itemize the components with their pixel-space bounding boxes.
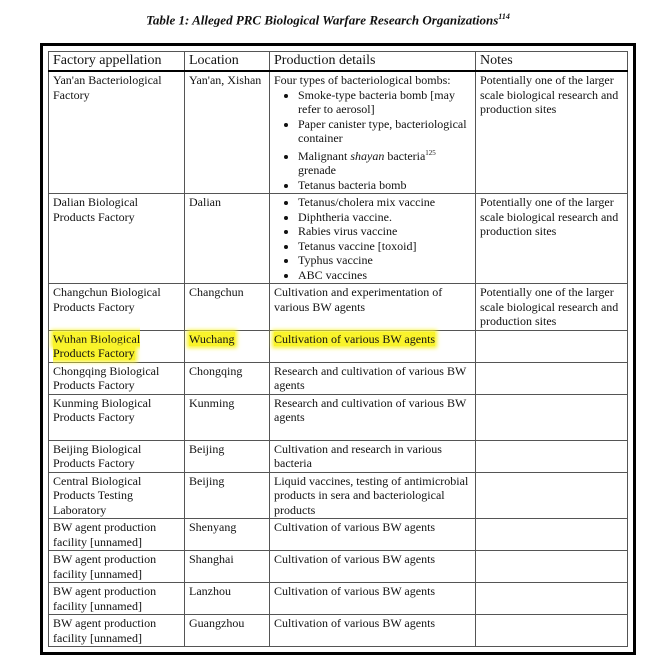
cell-notes: [476, 394, 628, 440]
cell-notes: [476, 440, 628, 472]
header-location: Location: [185, 52, 270, 72]
highlighted-text: Cultivation of various BW agents: [274, 331, 436, 346]
details-list-item: • ABC vaccines: [298, 268, 472, 283]
cell-factory: Changchun Biological Products Factory: [49, 284, 185, 331]
cell-location: Changchun: [185, 284, 270, 331]
bw-organizations-table: [48, 51, 628, 647]
details-list-item: [298, 146, 472, 178]
table-row: [49, 440, 628, 472]
details-intro: Four types of bacteriological bombs:: [274, 73, 451, 87]
bullet-text-italic: shayan: [350, 148, 385, 163]
table-row: [49, 551, 628, 583]
cell-details: Research and cultivation of various BW agents: [270, 394, 476, 440]
cell-factory: Kunming Biological Products Factory: [49, 394, 185, 440]
header-production-details: Production details: [270, 52, 476, 72]
cell-details: Cultivation and research in various bacteria: [270, 440, 476, 472]
cell-factory: Dalian Biological Products Factory: [49, 194, 185, 284]
cell-location: Beijing: [185, 440, 270, 472]
table-row-highlighted: [49, 330, 628, 362]
cell-factory: Beijing Biological Products Factory: [49, 440, 185, 472]
cell-details: Research and cultivation of various BW agents: [270, 362, 476, 394]
cell-details: Liquid vaccines, testing of antimicrobial products in sera and bacteriological products: [270, 472, 476, 519]
cell-factory: BW agent production facility [unnamed]: [49, 583, 185, 615]
highlighted-text: Wuchang: [189, 331, 235, 346]
cell-location: Beijing: [185, 472, 270, 519]
table-row: [49, 519, 628, 551]
cell-details: [270, 71, 476, 194]
bullet-text-before: Malignant: [298, 148, 351, 163]
details-list-item: • Smoke-type bacteria bomb [may refer to aerosol]: [298, 88, 472, 117]
details-list-item: • Tetanus/cholera mix vaccine: [298, 195, 472, 210]
table-row: [49, 394, 628, 440]
cell-notes: [476, 551, 628, 583]
cell-notes: [476, 330, 628, 362]
table-row: [49, 194, 628, 284]
cell-details: Cultivation of various BW agents: [270, 615, 476, 647]
cell-location: Shanghai: [185, 551, 270, 583]
cell-notes: [476, 615, 628, 647]
cell-factory: Yan'an Bacteriological Factory: [49, 71, 185, 194]
bullet-text-line2: grenade: [298, 163, 336, 177]
table-row: [49, 472, 628, 519]
cell-factory: BW agent production facility [unnamed]: [49, 519, 185, 551]
details-list-item: • Diphtheria vaccine.: [298, 210, 472, 225]
cell-details: Cultivation and experimentation of various BW agents: [270, 284, 476, 331]
header-factory-appellation: Factory appellation: [49, 52, 185, 72]
bullet-text-after: bacteria: [384, 148, 426, 163]
table-caption: [0, 12, 656, 28]
details-list-item: • Paper canister type, bacteriological container: [298, 117, 472, 146]
cell-notes: [476, 472, 628, 519]
details-list-item: • Typhus vaccine: [298, 253, 472, 268]
details-list: [274, 88, 472, 193]
cell-location: Yan'an, Xishan: [185, 71, 270, 194]
cell-location: Dalian: [185, 194, 270, 284]
bullet-footnote: 125: [425, 148, 436, 157]
cell-details: Cultivation of various BW agents: [270, 583, 476, 615]
details-list: [274, 195, 472, 282]
table-caption-text: Table 1: Alleged PRC Biological Warfare Research Organizations: [146, 12, 499, 28]
cell-details: Cultivation of various BW agents: [270, 519, 476, 551]
cell-location: [185, 330, 270, 362]
table-row: [49, 615, 628, 647]
cell-factory: Central Biological Products Testing Laboratory: [49, 472, 185, 519]
details-list-item: • Rabies virus vaccine: [298, 224, 472, 239]
cell-notes: Potentially one of the larger scale biological research and production sites: [476, 194, 628, 284]
cell-notes: [476, 362, 628, 394]
table-row: [49, 583, 628, 615]
table-row: [49, 284, 628, 331]
details-list-item: • Tetanus vaccine [toxoid]: [298, 239, 472, 254]
cell-notes: Potentially one of the larger scale biological research and production sites: [476, 284, 628, 331]
cell-factory: BW agent production facility [unnamed]: [49, 615, 185, 647]
cell-location: Guangzhou: [185, 615, 270, 647]
table-header-row: [49, 52, 628, 72]
cell-notes: Potentially one of the larger scale biological research and production sites: [476, 71, 628, 194]
header-notes: Notes: [476, 52, 628, 72]
details-list-item: • Tetanus bacteria bomb: [298, 178, 472, 193]
cell-factory: [49, 330, 185, 362]
cell-factory: Chongqing Biological Products Factory: [49, 362, 185, 394]
table-frame: [40, 43, 636, 655]
cell-details: [270, 330, 476, 362]
cell-location: Kunming: [185, 394, 270, 440]
table-row: [49, 71, 628, 194]
cell-notes: [476, 583, 628, 615]
cell-location: Shenyang: [185, 519, 270, 551]
cell-location: Chongqing: [185, 362, 270, 394]
highlighted-text: Wuhan Biological Products Factory: [53, 331, 141, 360]
cell-factory: BW agent production facility [unnamed]: [49, 551, 185, 583]
cell-details: Cultivation of various BW agents: [270, 551, 476, 583]
cell-notes: [476, 519, 628, 551]
cell-location: Lanzhou: [185, 583, 270, 615]
table-caption-footnote: 114: [498, 12, 510, 21]
cell-details: [270, 194, 476, 284]
table-row: [49, 362, 628, 394]
